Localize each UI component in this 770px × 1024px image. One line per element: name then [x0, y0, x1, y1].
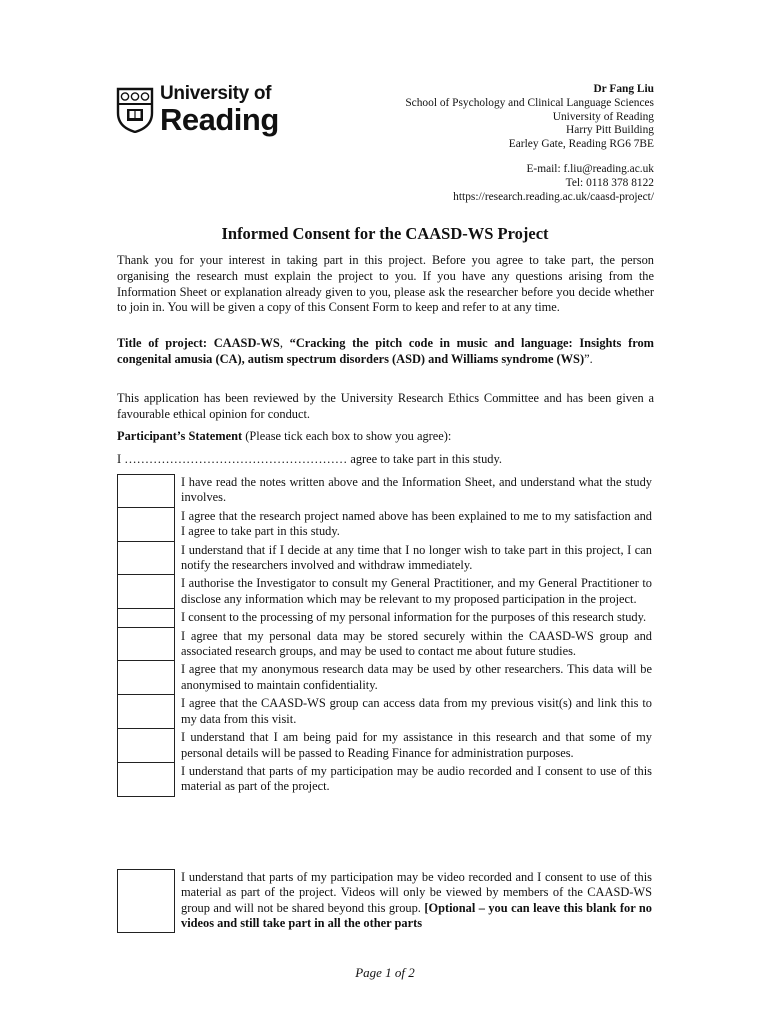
consent-row: [117, 695, 652, 729]
video-consent-statement: [175, 869, 652, 934]
project-title-paragraph: Title of project: CAASD-WS, “Cracking the pitch code in music and language: Insights from congenital amusia (CA), autism spectrum disorders (ASD) and Williams syndrome (WS)”.: [117, 336, 654, 366]
consent-checkbox[interactable]: [117, 542, 175, 576]
consent-statement: I agree that my anonymous research data may be used by other researchers. This data will be anonymised to maintain confidentiality.: [181, 662, 652, 692]
consent-checklist: [117, 474, 652, 797]
consent-statement: I understand that parts of my participation may be audio recorded and I consent to use of this material as part of the project.: [181, 763, 652, 794]
contact-phone: Tel: 0118 378 8122: [565, 176, 654, 189]
consent-row: [117, 508, 652, 542]
consent-checkbox[interactable]: [117, 575, 175, 609]
consent-statement: I consent to the processing of my personal information for the purposes of this research study.: [181, 610, 647, 625]
consent-row: [117, 609, 652, 627]
consent-statement: I agree that my personal data may be stored securely within the CAASD-WS group and associated research groups, and may be used to contact me about future studies.: [181, 628, 652, 659]
participant-statement-label: Participant’s Statement: [117, 429, 243, 443]
agree-line: I ……………………………………………… agree to take part in this study.: [117, 452, 502, 466]
consent-checkbox[interactable]: [117, 661, 175, 695]
consent-statement: I agree that the research project named above has been explained to me to my satisfaction and I agree to take part in this study.: [181, 508, 652, 539]
contact-address-line: Earley Gate, Reading RG6 7BE: [508, 138, 654, 151]
intro-paragraph: Thank you for your interest in taking part in this project. Before you agree to take part, the person organising the research must explain the project to you. If you have any questions arising from the Information Sheet or explanation already given to you, please ask the researcher before you decide whether to join in. You will be given a copy of this Consent Form to keep and refer to at any time.: [117, 253, 654, 315]
video-consent-text: I understand that parts of my participation may be video recorded and I consent to use of this material as part of the project. Videos will only be viewed by members of the CAASD-WS group and will not be shared beyond this group.: [181, 870, 652, 915]
logo-line-2: Reading: [160, 102, 279, 137]
consent-row: [117, 628, 652, 662]
contact-address-line: University of Reading: [552, 110, 654, 123]
consent-checkbox[interactable]: [117, 763, 175, 797]
page-number: Page 1 of 2: [355, 965, 415, 980]
project-label: Title of project: CAASD-WS: [117, 336, 280, 350]
consent-row: [117, 763, 652, 797]
consent-statement: I agree that the CAASD-WS group can access data from my previous visit(s) and link this to my data from this visit.: [181, 696, 652, 726]
consent-checkbox[interactable]: [117, 474, 175, 508]
consent-checkbox[interactable]: [117, 508, 175, 542]
contact-url[interactable]: https://research.reading.ac.uk/caasd-project/: [453, 190, 654, 203]
document-title: Informed Consent for the CAASD-WS Project: [221, 224, 549, 243]
university-crest-icon: [116, 87, 154, 133]
consent-statement: I authorise the Investigator to consult my General Practitioner, and my General Practitioner to disclose any information which may be relevant to my proposed participation in the project.: [181, 576, 652, 606]
logo-line-1: University of: [160, 83, 272, 104]
consent-checkbox[interactable]: [117, 628, 175, 662]
project-title: “Cracking the pitch code in music and language: Insights from congenital amusia (CA), autism spectrum disorders (ASD) and Williams syndrome (WS): [117, 336, 654, 366]
contact-address-line: Harry Pitt Building: [566, 124, 654, 137]
consent-row: [117, 474, 652, 508]
consent-statement: I have read the notes written above and the Information Sheet, and understand what the study involves.: [181, 475, 652, 505]
consent-statement: I understand that if I decide at any time that I no longer wish to take part in this project, I can notify the researchers involved and withdraw immediately.: [181, 542, 652, 573]
ethics-review-paragraph: This application has been reviewed by the University Research Ethics Committee and has been given a favourable ethical opinion for conduct.: [117, 391, 654, 421]
contact-name: Dr Fang Liu: [593, 83, 654, 95]
consent-row: [117, 575, 652, 609]
consent-checkbox[interactable]: [117, 609, 175, 627]
contact-address-line: School of Psychology and Clinical Language Sciences: [405, 96, 654, 109]
consent-checkbox[interactable]: [117, 729, 175, 763]
video-consent-checkbox[interactable]: [117, 869, 175, 933]
video-consent-optional: [Optional – you can leave this blank for no videos and still take part in all the other parts: [181, 900, 653, 931]
video-consent-row: [117, 869, 652, 934]
consent-checkbox[interactable]: [117, 695, 175, 729]
consent-row: [117, 542, 652, 576]
contact-block: [405, 83, 654, 204]
contact-email[interactable]: E-mail: f.liu@reading.ac.uk: [526, 162, 654, 175]
participant-statement-heading: [117, 429, 654, 445]
consent-row: [117, 729, 652, 763]
university-logo: [116, 84, 279, 135]
consent-row: [117, 661, 652, 695]
participant-statement-note: (Please tick each box to show you agree):: [242, 429, 452, 443]
consent-statement: I understand that I am being paid for my assistance in this research and that some of my personal details will be passed to Reading Finance for administration purposes.: [181, 730, 652, 760]
